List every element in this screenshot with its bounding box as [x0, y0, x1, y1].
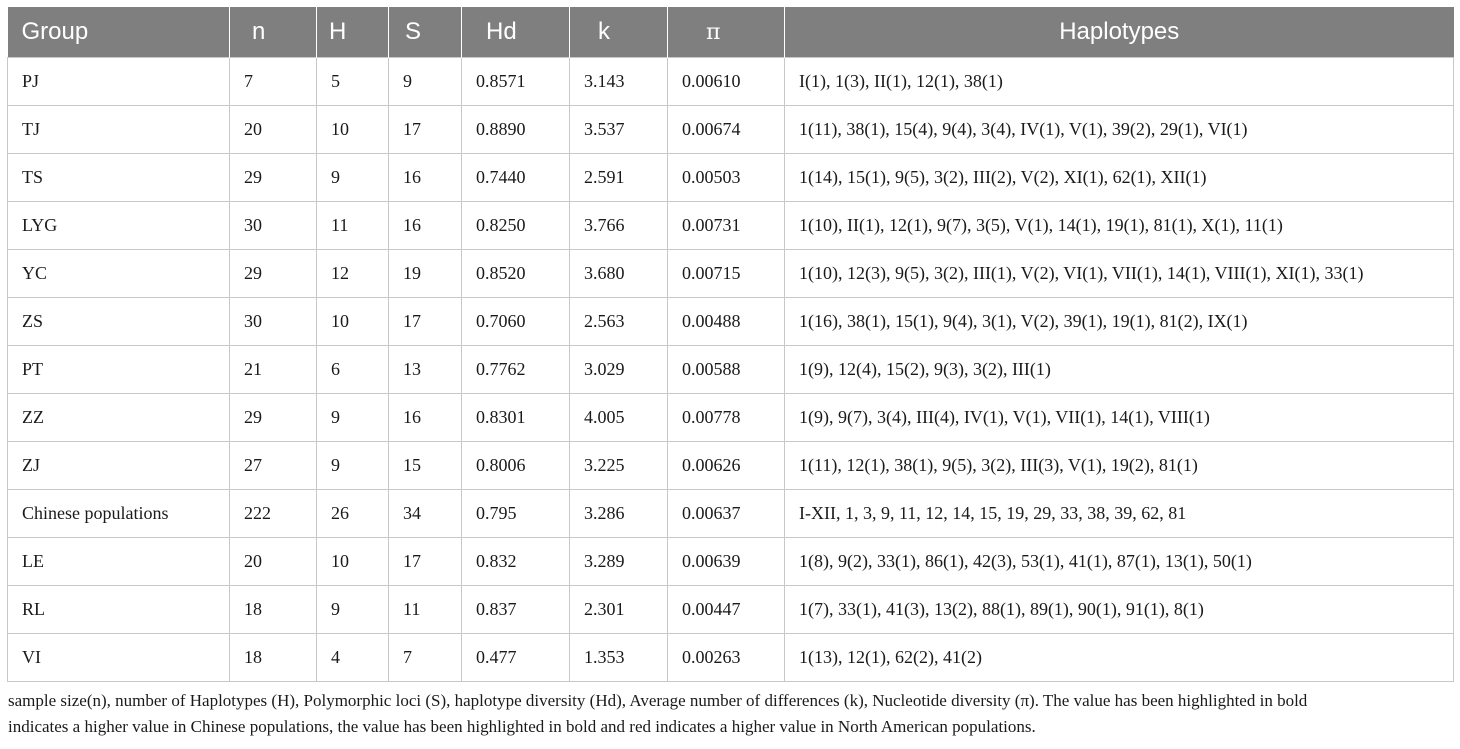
cell-group: VI: [8, 634, 230, 682]
cell-hd: 0.8006: [462, 442, 570, 490]
cell-pi: 0.00639: [668, 538, 785, 586]
cell-k: 2.591: [570, 154, 668, 202]
cell-group: TJ: [8, 106, 230, 154]
cell-n: 21: [230, 346, 317, 394]
cell-haplotypes: 1(10), 12(3), 9(5), 3(2), III(1), V(2), VI(1), VII(1), 14(1), VIII(1), XI(1), 33(1): [785, 250, 1454, 298]
cell-h: 6: [317, 346, 389, 394]
cell-group: TS: [8, 154, 230, 202]
table-footnote: [8, 688, 1454, 740]
cell-haplotypes: I-XII, 1, 3, 9, 11, 12, 14, 15, 19, 29, 33, 38, 39, 62, 81: [785, 490, 1454, 538]
cell-group: PT: [8, 346, 230, 394]
table-row: [8, 394, 1454, 442]
cell-group: Chinese populations: [8, 490, 230, 538]
cell-h: 4: [317, 634, 389, 682]
cell-n: 29: [230, 154, 317, 202]
table-body: [8, 58, 1454, 682]
cell-haplotypes: I(1), 1(3), II(1), 12(1), 38(1): [785, 58, 1454, 106]
header-k: k: [570, 7, 668, 58]
cell-haplotypes: 1(16), 38(1), 15(1), 9(4), 3(1), V(2), 39(1), 19(1), 81(2), IX(1): [785, 298, 1454, 346]
cell-pi: 0.00731: [668, 202, 785, 250]
cell-hd: 0.7762: [462, 346, 570, 394]
table-row: [8, 634, 1454, 682]
cell-s: 15: [389, 442, 462, 490]
header-group: Group: [8, 7, 230, 58]
table-row: [8, 490, 1454, 538]
cell-k: 3.766: [570, 202, 668, 250]
table-row: [8, 202, 1454, 250]
cell-group: LE: [8, 538, 230, 586]
cell-pi: 0.00637: [668, 490, 785, 538]
cell-k: 3.286: [570, 490, 668, 538]
cell-s: 34: [389, 490, 462, 538]
cell-hd: 0.8520: [462, 250, 570, 298]
cell-h: 9: [317, 394, 389, 442]
cell-n: 30: [230, 202, 317, 250]
header-h: H: [317, 7, 389, 58]
cell-haplotypes: 1(8), 9(2), 33(1), 86(1), 42(3), 53(1), 41(1), 87(1), 13(1), 50(1): [785, 538, 1454, 586]
cell-s: 11: [389, 586, 462, 634]
cell-k: 3.537: [570, 106, 668, 154]
cell-h: 9: [317, 442, 389, 490]
cell-h: 10: [317, 106, 389, 154]
header-s: S: [389, 7, 462, 58]
cell-k: 3.680: [570, 250, 668, 298]
cell-group: RL: [8, 586, 230, 634]
cell-pi: 0.00715: [668, 250, 785, 298]
cell-n: 29: [230, 394, 317, 442]
table-row: [8, 538, 1454, 586]
cell-pi: 0.00674: [668, 106, 785, 154]
cell-n: 18: [230, 586, 317, 634]
header-pi: π: [668, 7, 785, 58]
cell-h: 11: [317, 202, 389, 250]
cell-n: 30: [230, 298, 317, 346]
cell-n: 7: [230, 58, 317, 106]
cell-group: ZZ: [8, 394, 230, 442]
cell-hd: 0.477: [462, 634, 570, 682]
cell-s: 16: [389, 154, 462, 202]
cell-group: ZS: [8, 298, 230, 346]
header-hd: Hd: [462, 7, 570, 58]
header-n: n: [230, 7, 317, 58]
cell-pi: 0.00778: [668, 394, 785, 442]
cell-s: 7: [389, 634, 462, 682]
cell-hd: 0.795: [462, 490, 570, 538]
cell-n: 20: [230, 106, 317, 154]
cell-hd: 0.837: [462, 586, 570, 634]
cell-haplotypes: 1(10), II(1), 12(1), 9(7), 3(5), V(1), 14(1), 19(1), 81(1), X(1), 11(1): [785, 202, 1454, 250]
cell-pi: 0.00626: [668, 442, 785, 490]
cell-h: 10: [317, 298, 389, 346]
cell-h: 12: [317, 250, 389, 298]
cell-haplotypes: 1(9), 12(4), 15(2), 9(3), 3(2), III(1): [785, 346, 1454, 394]
cell-k: 3.143: [570, 58, 668, 106]
cell-hd: 0.8890: [462, 106, 570, 154]
cell-h: 9: [317, 586, 389, 634]
cell-group: ZJ: [8, 442, 230, 490]
table-header: [8, 7, 1454, 58]
cell-k: 3.225: [570, 442, 668, 490]
table-row: [8, 442, 1454, 490]
cell-s: 17: [389, 298, 462, 346]
cell-h: 26: [317, 490, 389, 538]
cell-haplotypes: 1(9), 9(7), 3(4), III(4), IV(1), V(1), VII(1), 14(1), VIII(1): [785, 394, 1454, 442]
cell-hd: 0.7440: [462, 154, 570, 202]
haplotype-diversity-table: [7, 7, 1454, 682]
cell-s: 13: [389, 346, 462, 394]
cell-group: PJ: [8, 58, 230, 106]
table-row: [8, 346, 1454, 394]
table-row: [8, 106, 1454, 154]
cell-haplotypes: 1(11), 38(1), 15(4), 9(4), 3(4), IV(1), V(1), 39(2), 29(1), VI(1): [785, 106, 1454, 154]
cell-hd: 0.8571: [462, 58, 570, 106]
table-row: [8, 58, 1454, 106]
cell-s: 19: [389, 250, 462, 298]
table-row: [8, 298, 1454, 346]
cell-hd: 0.832: [462, 538, 570, 586]
cell-haplotypes: 1(13), 12(1), 62(2), 41(2): [785, 634, 1454, 682]
cell-k: 2.563: [570, 298, 668, 346]
cell-s: 16: [389, 202, 462, 250]
haplotype-table-container: [7, 7, 1453, 682]
cell-k: 1.353: [570, 634, 668, 682]
cell-n: 18: [230, 634, 317, 682]
cell-hd: 0.8301: [462, 394, 570, 442]
header-haplotypes: Haplotypes: [785, 7, 1454, 58]
cell-s: 16: [389, 394, 462, 442]
cell-haplotypes: 1(14), 15(1), 9(5), 3(2), III(2), V(2), XI(1), 62(1), XII(1): [785, 154, 1454, 202]
cell-h: 9: [317, 154, 389, 202]
cell-pi: 0.00588: [668, 346, 785, 394]
footnote-line-1: sample size(n), number of Haplotypes (H), Polymorphic loci (S), haplotype diversity (Hd), Average number of differences (k), Nucleotide diversity (π). The value has been highlighted in bold: [8, 691, 1308, 710]
cell-k: 2.301: [570, 586, 668, 634]
cell-hd: 0.7060: [462, 298, 570, 346]
cell-s: 17: [389, 538, 462, 586]
table-row: [8, 250, 1454, 298]
cell-k: 4.005: [570, 394, 668, 442]
cell-n: 222: [230, 490, 317, 538]
cell-n: 27: [230, 442, 317, 490]
cell-pi: 0.00447: [668, 586, 785, 634]
cell-k: 3.289: [570, 538, 668, 586]
cell-s: 9: [389, 58, 462, 106]
cell-n: 29: [230, 250, 317, 298]
footnote-line-2: indicates a higher value in Chinese populations, the value has been highlighted in bold and red indicates a higher value in North American populations.: [8, 717, 1036, 736]
table-row: [8, 586, 1454, 634]
table-row: [8, 154, 1454, 202]
cell-pi: 0.00610: [668, 58, 785, 106]
cell-n: 20: [230, 538, 317, 586]
cell-s: 17: [389, 106, 462, 154]
cell-hd: 0.8250: [462, 202, 570, 250]
cell-pi: 0.00263: [668, 634, 785, 682]
cell-haplotypes: 1(11), 12(1), 38(1), 9(5), 3(2), III(3), V(1), 19(2), 81(1): [785, 442, 1454, 490]
cell-group: YC: [8, 250, 230, 298]
cell-pi: 0.00488: [668, 298, 785, 346]
cell-pi: 0.00503: [668, 154, 785, 202]
header-row: [8, 7, 1454, 58]
cell-haplotypes: 1(7), 33(1), 41(3), 13(2), 88(1), 89(1), 90(1), 91(1), 8(1): [785, 586, 1454, 634]
cell-h: 10: [317, 538, 389, 586]
cell-k: 3.029: [570, 346, 668, 394]
cell-group: LYG: [8, 202, 230, 250]
cell-h: 5: [317, 58, 389, 106]
